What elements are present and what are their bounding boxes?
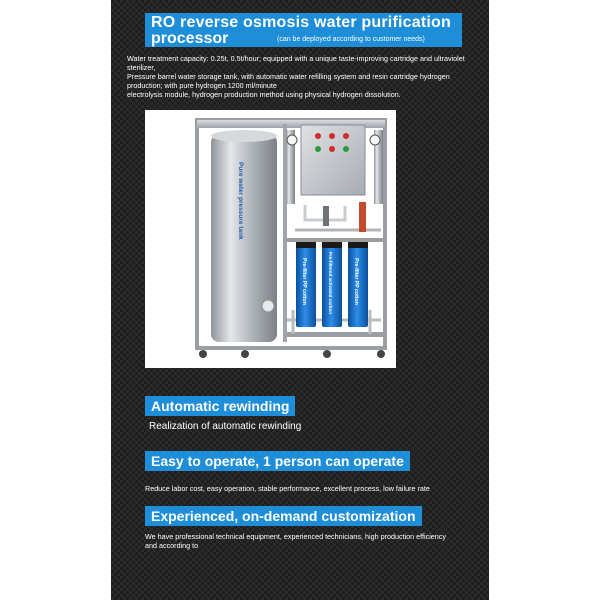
- product-page: [111, 0, 489, 600]
- tank-label: Pure water pressure tank: [237, 162, 244, 240]
- indicator-light-icon: [329, 133, 335, 139]
- caster-wheel-icon: [241, 350, 249, 358]
- section-text-automatic-rewinding: Realization of automatic rewinding: [149, 421, 302, 432]
- intro-description: [127, 54, 479, 99]
- intro-line: electrolysis module, hydrogen production method using physical hydrogen dissolution.: [127, 90, 401, 99]
- caster-wheel-icon: [199, 350, 207, 358]
- filter-label: Pre-filter PP cotton: [353, 258, 359, 305]
- indicator-light-icon: [315, 133, 321, 139]
- caster-wheel-icon: [377, 350, 385, 358]
- ro-machine-illustration: [145, 110, 396, 368]
- section-text-easy-to-operate: Reduce labor cost, easy operation, stable performance, excellent process, low failure rate: [145, 484, 430, 493]
- caster-wheel-icon: [323, 350, 331, 358]
- pressure-gauge-icon: [287, 135, 297, 145]
- section-title-customization: Experienced, on-demand customization: [145, 506, 422, 526]
- section-title-automatic-rewinding: Automatic rewinding: [145, 396, 295, 416]
- indicator-light-icon: [329, 146, 335, 152]
- intro-line: Water treatment capacity: 0.25t, 0.5t/hour; equipped with a unique taste-improving cartridge and ultraviolet sterilizer,: [127, 54, 465, 72]
- product-photo: [145, 110, 396, 368]
- indicator-light-icon: [343, 133, 349, 139]
- hero-title-note: (can be deployed according to customer needs): [277, 36, 425, 43]
- hero-title-line1: RO reverse osmosis water purification: [151, 14, 451, 31]
- hero-title-line2: processor: [151, 30, 229, 47]
- indicator-light-icon: [343, 146, 349, 152]
- hero-title-banner: [145, 13, 462, 47]
- section-text-customization: We have professional technical equipment, experienced technicians, high production efficiency and according to: [145, 532, 446, 550]
- section-title-easy-to-operate: Easy to operate, 1 person can operate: [145, 451, 410, 471]
- indicator-light-icon: [315, 146, 321, 152]
- filter-label: Pre-filter PP cotton: [301, 258, 307, 305]
- filter-label: Pre-filtered activated carbon: [328, 252, 333, 315]
- intro-line: Pressure barrel water storage tank, with automatic water refilling system and resin cartridge hydrogen production; with pure hydrogen 1200 ml/minute: [127, 72, 450, 90]
- pressure-gauge-icon: [370, 135, 380, 145]
